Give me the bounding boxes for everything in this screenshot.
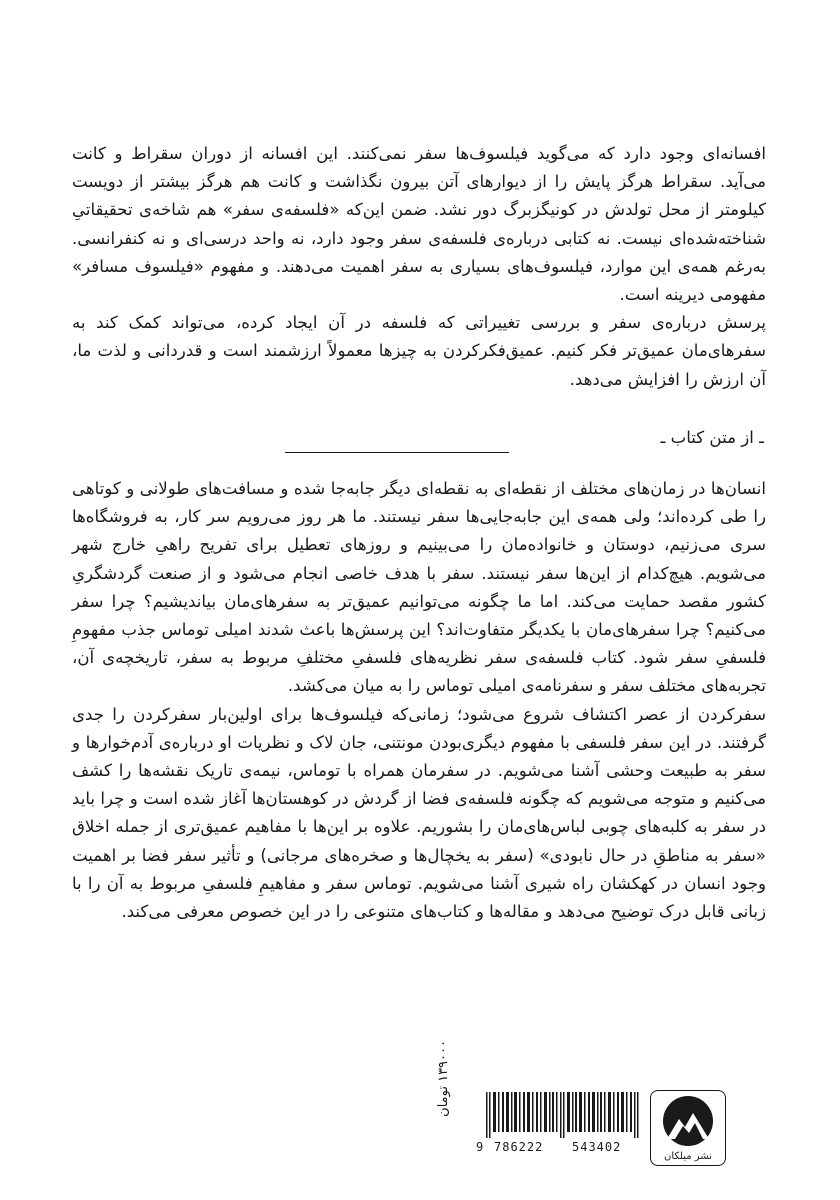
publisher-name: نشر میلکان <box>664 1151 712 1162</box>
book-description <box>72 475 766 926</box>
excerpt-paragraph: پرسش درباره‌ی سفر و بررسی تغییراتی که فلسفه در آن ایجاد کرده، می‌تواند کمک کند به سفرهای‌مان عمیق‌تر فکر کنیم. عمیق‌فکرکردن به چیزها معمولاً ارزشمند است و قدردانی و لذت ما، آن ارزش را افزایش می‌دهد. <box>72 313 766 389</box>
isbn-group: 786222 <box>494 1140 544 1154</box>
isbn-group: 543402 <box>572 1140 622 1154</box>
section-divider <box>285 452 509 453</box>
publisher-logo <box>650 1090 726 1166</box>
isbn-prefix: 9 <box>476 1140 484 1154</box>
book-excerpt <box>72 140 766 394</box>
mountains-logo-icon <box>655 1095 721 1147</box>
barcode-icon <box>486 1092 642 1138</box>
description-paragraph: سفرکردن از عصر اکتشاف شروع می‌شود؛ زمانی‌که فیلسوف‌ها برای اولین‌بار سفرکردن را جدی گرفتند. در این سفر فلسفی با مفهوم دیگری‌بودن مونتنی، جان لاک و نظریات او درباره‌ی آدم‌خوارها و سفر به طبیعت وحشی آشنا می‌شویم. در سفرمان همراه با توماس، نیمه‌ی تاریک نقشه‌ها را کشف می‌کنیم و متوجه می‌شویم که چگونه فلسفه‌ی فضا از گردش در کوهستان‌ها آغاز شده است و چرا باید در سفر به کلبه‌های چوبی لباس‌های‌مان را بشوریم. علاوه بر این‌ها با مفاهیم عمیق‌تری از جمله اخلاق «سفر به مناطقِ در حال نابودی» (سفر به یخچال‌ها و صخره‌های مرجانی) و تأثیر سفر فضا بر اهمیت وجود انسان در کهکشان راه شیری آشنا می‌شویم. توماس سفر و مفاهیمِ فلسفیِ مربوط به آن را با زبانی قابل درک توضیح می‌دهد و مقاله‌ها و کتاب‌های متنوعی را در این خصوص معرفی می‌کند. <box>72 704 766 922</box>
description-paragraph: انسان‌ها در زمان‌های مختلف از نقطه‌ای به نقطه‌ای دیگر جابه‌جا شده و مسافت‌های طولانی و کوتاهی را طی کرده‌اند؛ ولی همه‌ی این جابه‌جایی‌ها سفر نیستند. ما هر روز می‌رویم سر کار، به فروشگاه‌ها سری می‌زنیم، دوستان و خانواده‌مان را می‌بینیم و روزهای تعطیل برای تفریح راهیِ خارج شهر می‌شویم. هیچ‌کدام از این‌ها سفر نیستند. سفر با هدف خاصی انجام می‌شود و از صنعت گردشگریِ کشور مقصد حمایت می‌کند. اما ما چگونه می‌توانیم عمیق‌تر به سفرهای‌مان بیاندیشیم؟ چرا سفر می‌کنیم؟ چرا سفرهای‌مان با یکدیگر متفاوت‌اند؟ این پرسش‌ها باعث شدند امیلی توماس جذب مفهومِ فلسفیِ سفر شود. کتاب فلسفه‌ی سفر نظریه‌های فلسفیِ مختلفِ مربوط به سفر، تاریخچه‌ی آن، تجربه‌های مختلف سفر و سفرنامه‌ی امیلی توماس را به میان می‌کشد. <box>72 479 766 696</box>
excerpt-paragraph: افسانه‌ای وجود دارد که می‌گوید فیلسوف‌ها سفر نمی‌کنند. این افسانه از دوران سقراط و کانت می‌آید. سقراط هرگز پایش را از دیوارهای آتن بیرون نگذاشت و کانت هم هرگز بیشتر از دویست کیلومتر از محل تولدش در کونیگزبرگ دور نشد. ضمن این‌که «فلسفه‌ی سفر» هم شاخه‌ی تحقیقاتیِ شناخته‌شده‌ای نیست. نه کتابی درباره‌ی فلسفه‌ی سفر وجود دارد، نه واحد درسی‌ای و نه کنفرانسی. به‌رغم همه‌ی این موارد، فیلسوف‌های بسیاری به سفر اهمیت می‌دهند. و مفهوم «فیلسوف مسافر» مفهومی دیرینه است. <box>72 144 766 305</box>
excerpt-source: ـ از متن کتاب ـ <box>660 428 764 447</box>
price-label: ۱۳۹۰۰۰ تومان <box>436 1040 451 1117</box>
